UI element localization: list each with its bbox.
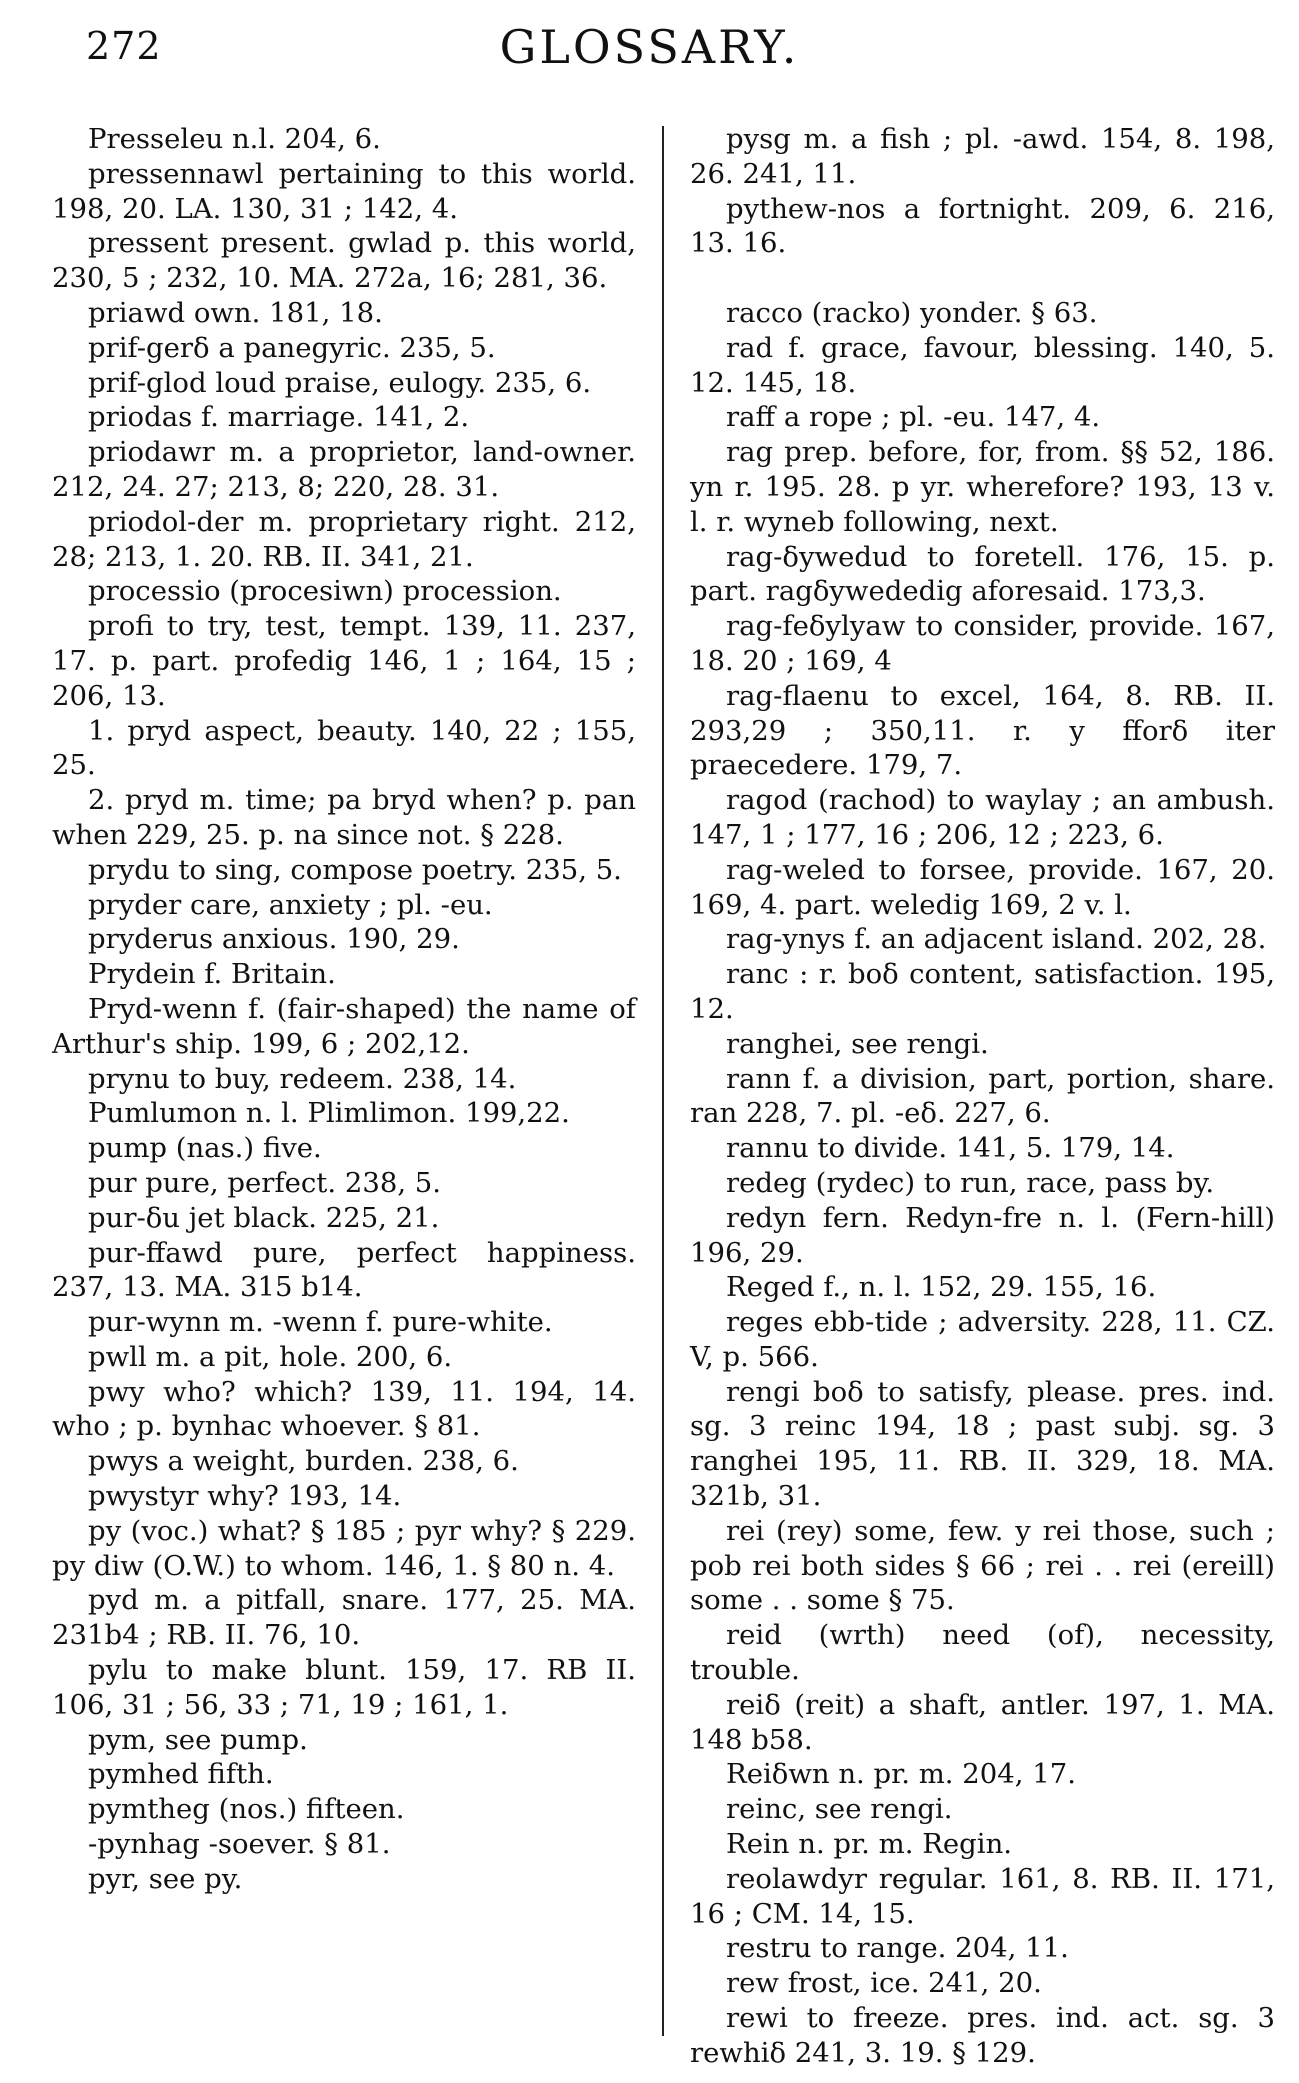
glossary-entry: prynu to buy, redeem. 238, 14.: [88, 1062, 517, 1095]
glossary-entry: rei (rey) some, few. y rei those, such ; pob rei both sides § 66 ; rei . . rei (ereill) some . . some § 75.: [690, 1514, 1275, 1617]
glossary-entry: 2. pryd m. time; pa bryd when? p. pan when 229, 25. p. na since not. § 228.: [52, 784, 636, 851]
glossary-entry: redeg (rydec) to run, race, pass by.: [726, 1166, 1215, 1199]
glossary-entry: pwys a weight, burden. 238, 6.: [88, 1445, 519, 1478]
glossary-entry: racco (racko) yonder. § 63.: [726, 296, 1098, 329]
glossary-entry: pur-δu jet black. 225, 21.: [88, 1201, 440, 1234]
running-head: GLOSSARY.: [499, 20, 800, 74]
glossary-entry: ranghei, see rengi.: [726, 1027, 989, 1060]
glossary-entry: priawd own. 181, 18.: [88, 296, 383, 329]
glossary-entry: priodawr m. a proprietor, land-owner. 212, 24. 27; 213, 8; 220, 28. 31.: [52, 436, 636, 503]
glossary-entry: prif-glod loud praise, eulogy. 235, 6.: [88, 366, 592, 399]
glossary-entry: reid (wrth) need (of), necessity, trouble.: [690, 1619, 1275, 1687]
left-column: [52, 122, 636, 1897]
glossary-entry: pryder care, anxiety ; pl. -eu.: [88, 888, 493, 921]
glossary-entry: pyd m. a pitfall, snare. 177, 25. MA. 231b4 ; RB. II. 76, 10.: [52, 1584, 636, 1652]
glossary-entry: pyr, see py.: [88, 1862, 243, 1895]
glossary-entry: Prydein f. Britain.: [88, 958, 336, 991]
page-number: 272: [86, 24, 162, 68]
glossary-entry: rag-ynys f. an adjacent island. 202, 28.: [726, 923, 1267, 956]
glossary-entry: -pynhag -soever. § 81.: [88, 1828, 391, 1861]
glossary-entry: priodas f. marriage. 141, 2.: [88, 401, 470, 434]
glossary-entry: pwll m. a pit, hole. 200, 6.: [88, 1340, 453, 1373]
glossary-entry: pysg m. a fish ; pl. -awd. 154, 8. 198, 26. 241, 11.: [690, 123, 1275, 190]
glossary-entry: rewi to freeze. pres. ind. act. sg. 3 rewhiδ 241, 3. 19. § 129.: [690, 2002, 1275, 2069]
glossary-entry: rag-weled to forsee, provide. 167, 20. 169, 4. part. weledig 169, 2 v. l.: [690, 853, 1275, 921]
glossary-entry: rag prep. before, for, from. §§ 52, 186. yn r. 195. 28. p yr. wherefore? 193, 13 v. l. r. wyneb following, next.: [690, 436, 1275, 538]
glossary-entry: rag-δywedud to foretell. 176, 15. p. part. ragδywededig aforesaid. 173,3.: [690, 540, 1275, 608]
glossary-entry: pymhed fifth.: [88, 1758, 274, 1791]
glossary-entry: pur pure, perfect. 238, 5.: [88, 1166, 442, 1199]
glossary-entry: redyn fern. Redyn-fre n. l. (Fern-hill) 196, 29.: [690, 1201, 1275, 1269]
glossary-entry: pump (nas.) five.: [88, 1132, 322, 1165]
glossary-entry: ranc : r. boδ content, satisfaction. 195, 12.: [690, 958, 1275, 1025]
glossary-entry: rann f. a division, part, portion, share. ran 228, 7. pl. -eδ. 227, 6.: [690, 1062, 1275, 1130]
glossary-entry: Pumlumon n. l. Plimlimon. 199,22.: [88, 1097, 570, 1130]
column-divider: [662, 126, 664, 2036]
glossary-entry: prif-gerδ a panegyric. 235, 5.: [88, 331, 496, 364]
glossary-entry: Rein n. pr. m. Regin.: [726, 1828, 1013, 1861]
glossary-entry: Presseleu n.l. 204, 6.: [88, 123, 381, 155]
glossary-entry: raff a rope ; pl. -eu. 147, 4.: [726, 401, 1101, 434]
glossary-entry: pym, see pump.: [88, 1723, 308, 1756]
glossary-entry: pressent present. gwlad p. this world, 230, 5 ; 232, 10. MA. 272a, 16; 281, 36.: [52, 227, 636, 295]
glossary-entry: pur-wynn m. -wenn f. pure-white.: [88, 1306, 553, 1339]
glossary-entry: reges ebb-tide ; adversity. 228, 11. CZ. V, p. 566.: [690, 1306, 1275, 1373]
glossary-entry: ragod (rachod) to waylay ; an ambush. 147, 1 ; 177, 16 ; 206, 12 ; 223, 6.: [690, 784, 1275, 851]
glossary-entry: prydu to sing, compose poetry. 235, 5.: [88, 853, 622, 886]
glossary-entry: pymtheg (nos.) fifteen.: [88, 1793, 405, 1826]
glossary-entry: pythew-nos a fortnight. 209, 6. 216, 13. 16.: [690, 192, 1275, 260]
glossary-entry: pryderus anxious. 190, 29.: [88, 923, 460, 956]
glossary-entry: Reiδwn n. pr. m. 204, 17.: [726, 1758, 1076, 1791]
glossary-entry: restru to range. 204, 11.: [726, 1932, 1069, 1965]
glossary-entry: Pryd-wenn f. (fair-shaped) the name of Arthur's ship. 199, 6 ; 202,12.: [52, 992, 636, 1060]
glossary-entry: rannu to divide. 141, 5. 179, 14.: [726, 1132, 1175, 1165]
glossary-entry: profi to try, test, tempt. 139, 11. 237, 17. p. part. profedig 146, 1 ; 164, 15 ; 206, 13.: [52, 610, 636, 712]
glossary-entry: pur-ffawd pure, perfect happiness. 237, 13. MA. 315 b14.: [52, 1236, 636, 1304]
glossary-entry: pwystyr why? 193, 14.: [88, 1480, 402, 1513]
glossary-entry: processio (procesiwn) procession.: [88, 575, 562, 608]
glossary-entry: pylu to make blunt. 159, 17. RB II. 106, 31 ; 56, 33 ; 71, 19 ; 161, 1.: [52, 1654, 636, 1721]
glossary-entry: reiδ (reit) a shaft, antler. 197, 1. MA. 148 b58.: [690, 1688, 1275, 1756]
glossary-entry: py (voc.) what? § 185 ; pyr why? § 229. py diw (O.W.) to whom. 146, 1. § 80 n. 4.: [52, 1514, 636, 1582]
glossary-entry: reinc, see rengi.: [726, 1793, 953, 1826]
glossary-entry: Reged f., n. l. 152, 29. 155, 16.: [726, 1271, 1157, 1304]
glossary-entry: rag-flaenu to excel, 164, 8. RB. II. 293,29 ; 350,11. r. y fforδ iter praecedere. 179, 7.: [690, 679, 1275, 782]
glossary-entry: pressennawl pertaining to this world. 198, 20. LA. 130, 31 ; 142, 4.: [52, 157, 636, 225]
right-column: [690, 122, 1275, 2071]
glossary-entry: reolawdyr regular. 161, 8. RB. II. 171, 16 ; CM. 14, 15.: [690, 1862, 1275, 1930]
glossary-entry: rad f. grace, favour, blessing. 140, 5. 12. 145, 18.: [690, 331, 1275, 399]
glossary-entry: rew frost, ice. 241, 20.: [726, 1967, 1042, 2000]
glossary-entry: priodol-der m. proprietary right. 212, 28; 213, 1. 20. RB. II. 341, 21.: [52, 505, 636, 573]
glossary-entry: rag-feδylyaw to consider, provide. 167, 18. 20 ; 169, 4: [690, 610, 1275, 677]
glossary-entry: rengi boδ to satisfy, please. pres. ind. sg. 3 reinc 194, 18 ; past subj. sg. 3 ranghei 195, 11. RB. II. 329, 18. MA. 321b, 31.: [690, 1375, 1275, 1513]
glossary-entry: pwy who? which? 139, 11. 194, 14. who ; p. bynhac whoever. § 81.: [52, 1375, 636, 1443]
glossary-entry: 1. pryd aspect, beauty. 140, 22 ; 155, 25.: [52, 714, 636, 782]
